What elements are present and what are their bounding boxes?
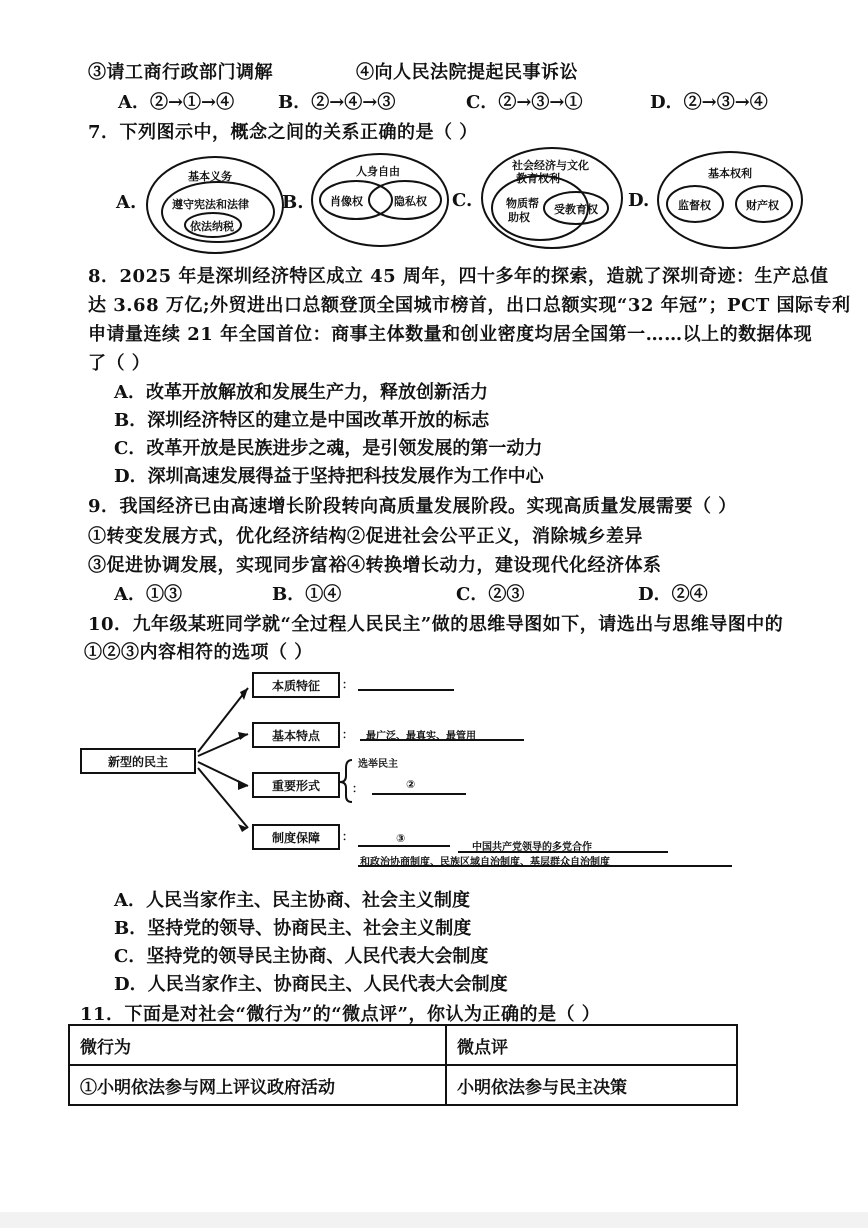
- q6-item4: ④向人民法院提起民事诉讼: [356, 62, 578, 83]
- table-row: [69, 1065, 737, 1105]
- q9-line-1: ①转变发展方式，优化经济结构②促进社会公平正义，消除城乡差异: [88, 526, 643, 547]
- mindmap-node-forms: 重要形式: [252, 772, 340, 798]
- q7-d-right-text: 财产权: [746, 199, 779, 212]
- q8-line-4: 了（ ）: [88, 353, 151, 374]
- q9-option-b: B．①④: [272, 584, 342, 605]
- arrow-to-essence: [198, 688, 248, 752]
- features-colon: ：: [342, 728, 353, 741]
- q7-a-inner-text: 遵守宪法和法律: [172, 198, 249, 211]
- system-text-2: 和政治协商制度、民族区域自治制度、基层群众自治制度: [360, 857, 610, 868]
- forms-brace: [340, 760, 352, 802]
- q6-option-a: A．②→①→④: [118, 92, 235, 113]
- q9-option-d: D．②④: [638, 584, 708, 605]
- q8-option-a: A．改革开放解放和发展生产力，释放创新活力: [114, 382, 488, 403]
- q8-option-c: C．改革开放是民族进步之魂，是引领发展的第一动力: [114, 438, 543, 459]
- q10-option-d: D．人民当家作主、协商民主、人民代表大会制度: [114, 974, 508, 995]
- essence-colon: ：: [342, 678, 353, 691]
- q10-option-c: C．坚持党的领导民主协商、人民代表大会制度: [114, 946, 489, 967]
- page-bottom-band: [0, 1212, 868, 1228]
- table-header-cell: 微行为: [69, 1025, 446, 1065]
- q8-option-b: B．深圳经济特区的建立是中国改革开放的标志: [114, 410, 490, 431]
- q7-d-label: D.: [628, 190, 650, 211]
- q7-c-left-text-2: 助权: [508, 211, 530, 224]
- q10-stem-line-2: ①②③内容相符的选项（ ）: [84, 642, 313, 663]
- q11-table: [68, 1024, 738, 1106]
- mindmap-node-system: 制度保障: [252, 824, 340, 850]
- q10-option-a: A．人民当家作主、民主协商、社会主义制度: [114, 890, 470, 911]
- table-cell: ①小明依法参与网上评议政府活动: [69, 1065, 446, 1105]
- q7-stem: 7．下列图示中，概念之间的关系正确的是（ ）: [88, 122, 478, 143]
- forms-blank-2: ②: [406, 778, 416, 791]
- system-blank-3: ③: [396, 832, 406, 845]
- q7-a-innermost-text: 依法纳税: [190, 220, 234, 233]
- q6-item3: ③请工商行政部门调解: [88, 62, 273, 83]
- features-text: 最广泛、最真实、最管用: [366, 731, 476, 742]
- q10-stem-line-1: 10．九年级某班同学就“全过程人民民主”做的思维导图如下，请选出与思维导图中的: [88, 614, 784, 635]
- q9-option-a: A．①③: [114, 584, 182, 605]
- q9-stem: 9．我国经济已由高速增长阶段转向高质量发展阶段。实现高质量发展需要（ ）: [88, 496, 737, 517]
- q8-line-3: 申请量连续 21 年全国首位：商事主体数量和创业密度均居全国第一……以上的数据体现: [88, 324, 813, 345]
- q7-b-left-text: 肖像权: [330, 195, 363, 208]
- mindmap-node-essence: 本质特征: [252, 672, 340, 698]
- q7-c-outer-text-1: 社会经济与文化: [512, 159, 589, 172]
- q7-d-outer-text: 基本权利: [708, 167, 752, 180]
- q7-a-outer-text: 基本义务: [188, 170, 232, 183]
- table-header-cell: 微点评: [446, 1025, 737, 1065]
- forms-item-election: 选举民主: [358, 759, 398, 770]
- q11-stem: 11．下面是对社会“微行为”的“微点评”，你认为正确的是（ ）: [80, 1004, 601, 1025]
- arrow-to-system: [198, 768, 248, 828]
- mindmap-center-node: 新型的民主: [80, 748, 196, 774]
- table-cell: 小明依法参与民主决策: [446, 1065, 737, 1105]
- forms-colon: ：: [352, 782, 363, 795]
- system-text-1: 中国共产党领导的多党合作: [472, 842, 592, 853]
- table-header-row: [69, 1025, 737, 1065]
- q9-line-2: ③促进协调发展，实现同步富裕④转换增长动力，建设现代化经济体系: [88, 555, 662, 576]
- q10-option-b: B．坚持党的领导、协商民主、社会主义制度: [114, 918, 472, 939]
- q7-b-outer-text: 人身自由: [356, 165, 400, 178]
- q9-option-c: C．②③: [456, 584, 525, 605]
- q7-c-outer-text-2: 教育权利: [516, 172, 560, 185]
- system-colon: ：: [342, 830, 353, 843]
- q8-line-1: 8．2025 年是深圳经济特区成立 45 周年，四十多年的探索，造就了深圳奇迹：生产总值: [88, 266, 829, 287]
- q7-c-label: C.: [452, 190, 473, 211]
- q7-c-left-text-1: 物质帮: [506, 197, 539, 210]
- q6-option-d: D．②→③→④: [650, 92, 768, 113]
- q7-a-label: A.: [116, 192, 137, 213]
- q8-option-d: D．深圳高速发展得益于坚持把科技发展作为工作中心: [114, 466, 544, 487]
- q7-d-left-text: 监督权: [678, 199, 711, 212]
- q8-line-2: 达 3.68 万亿;外贸进出口总额登顶全国城市榜首，出口总额实现“32 年冠”；PCT 国际专利: [88, 295, 851, 316]
- q7-b-label: B.: [282, 192, 304, 213]
- q7-c-right-text: 受教育权: [554, 203, 598, 216]
- q6-option-b: B．②→④→③: [278, 92, 396, 113]
- mindmap-node-features: 基本特点: [252, 722, 340, 748]
- q6-option-c: C．②→③→①: [466, 92, 583, 113]
- q7-b-right-text: 隐私权: [394, 195, 427, 208]
